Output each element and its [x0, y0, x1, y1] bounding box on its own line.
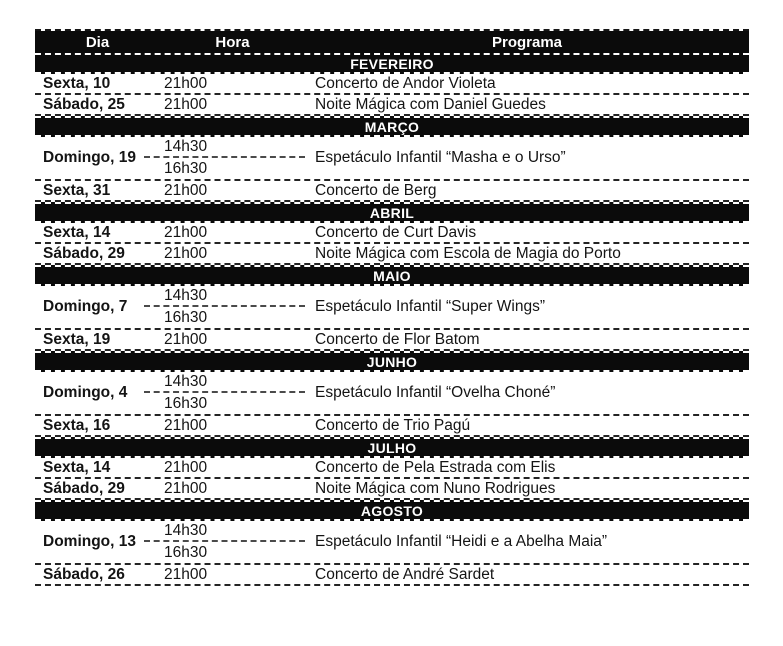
day-cell: Sexta, 14: [43, 458, 111, 476]
time-stack: [144, 137, 305, 179]
time-cell: 21h00: [164, 181, 208, 199]
day-cell: Domingo, 7: [43, 298, 128, 315]
day-cell: Domingo, 13: [43, 533, 137, 550]
month-label: JULHO: [367, 439, 417, 456]
day-cell: Sexta, 14: [43, 223, 111, 241]
program-cell: Concerto de Pela Estrada com Elis: [315, 458, 556, 476]
month-label: MARÇO: [364, 118, 420, 135]
schedule-row: [35, 521, 749, 565]
schedule-row: [35, 181, 749, 202]
program-cell: Noite Mágica com Daniel Guedes: [315, 95, 546, 113]
day-cell: Sábado, 29: [43, 244, 125, 262]
time-stack: [144, 372, 305, 414]
schedule-row: [35, 95, 749, 116]
time-value: 14h30: [144, 286, 305, 307]
schedule-row: [35, 565, 749, 586]
table-body: [35, 53, 749, 586]
program-cell: Espetáculo Infantil “Super Wings”: [315, 298, 546, 315]
time-value: 16h30: [164, 543, 208, 561]
day-cell: Sexta, 16: [43, 416, 111, 434]
time-cell: 21h00: [164, 244, 208, 262]
day-cell: Sexta, 10: [43, 74, 111, 92]
program-cell: Concerto de Trio Pagú: [315, 416, 471, 434]
time-cell: 21h00: [164, 74, 208, 92]
month-label: AGOSTO: [360, 502, 424, 519]
day-cell: Sábado, 25: [43, 95, 125, 113]
time-cell: 21h00: [164, 458, 208, 476]
program-cell: Espetáculo Infantil “Heidi e a Abelha Maia”: [315, 533, 608, 550]
schedule-table: [35, 29, 749, 586]
month-bar-marc-o: [35, 116, 749, 137]
day-cell: Sábado, 26: [43, 565, 125, 583]
column-header-dia: Dia: [85, 33, 110, 51]
schedule-row: [35, 74, 749, 95]
schedule-row: [35, 416, 749, 437]
time-value: 14h30: [144, 372, 305, 393]
month-bar-agosto: [35, 500, 749, 521]
schedule-row: [35, 244, 749, 265]
month-bar-junho: [35, 351, 749, 372]
time-value: 14h30: [144, 521, 305, 542]
day-cell: Domingo, 4: [43, 384, 128, 401]
program-cell: Noite Mágica com Nuno Rodrigues: [315, 479, 556, 497]
time-stack: [144, 521, 305, 563]
month-label: MAIO: [373, 267, 411, 284]
month-bar-maio: [35, 265, 749, 286]
schedule-row: [35, 479, 749, 500]
month-bar-abril: [35, 202, 749, 223]
time-cell: 21h00: [164, 565, 208, 583]
schedule-row: [35, 458, 749, 479]
day-cell: Sexta, 31: [43, 181, 111, 199]
time-cell: 21h00: [164, 479, 208, 497]
table-header-row: [35, 31, 749, 53]
column-header-programa: Programa: [491, 33, 563, 51]
month-label: ABRIL: [369, 204, 415, 221]
day-cell: Sábado, 29: [43, 479, 125, 497]
time-stack: [144, 286, 305, 328]
time-cell: 21h00: [164, 416, 208, 434]
day-cell: Sexta, 19: [43, 330, 111, 348]
schedule-row: [35, 372, 749, 416]
program-cell: Concerto de Andor Violeta: [315, 74, 496, 92]
schedule-row: [35, 137, 749, 181]
time-cell: 21h00: [164, 223, 208, 241]
program-cell: Espetáculo Infantil “Ovelha Choné”: [315, 384, 556, 401]
program-cell: Concerto de André Sardet: [315, 565, 495, 583]
month-bar-fevereiro: [35, 53, 749, 74]
column-header-hora: Hora: [215, 33, 250, 51]
schedule-row: [35, 330, 749, 351]
day-cell: Domingo, 19: [43, 149, 137, 166]
month-label: FEVEREIRO: [350, 55, 434, 72]
program-cell: Espetáculo Infantil “Masha e o Urso”: [315, 149, 566, 166]
time-cell: 21h00: [164, 95, 208, 113]
program-cell: Concerto de Berg: [315, 181, 437, 199]
month-bar-julho: [35, 437, 749, 458]
time-value: 14h30: [144, 137, 305, 158]
program-cell: Concerto de Curt Davis: [315, 223, 477, 241]
time-cell: 21h00: [164, 330, 208, 348]
month-label: JUNHO: [366, 353, 418, 370]
time-value: 16h30: [164, 308, 208, 326]
program-cell: Noite Mágica com Escola de Magia do Porto: [315, 244, 621, 262]
schedule-row: [35, 223, 749, 244]
schedule-row: [35, 286, 749, 330]
program-cell: Concerto de Flor Batom: [315, 330, 480, 348]
time-value: 16h30: [164, 159, 208, 177]
time-value: 16h30: [164, 394, 208, 412]
